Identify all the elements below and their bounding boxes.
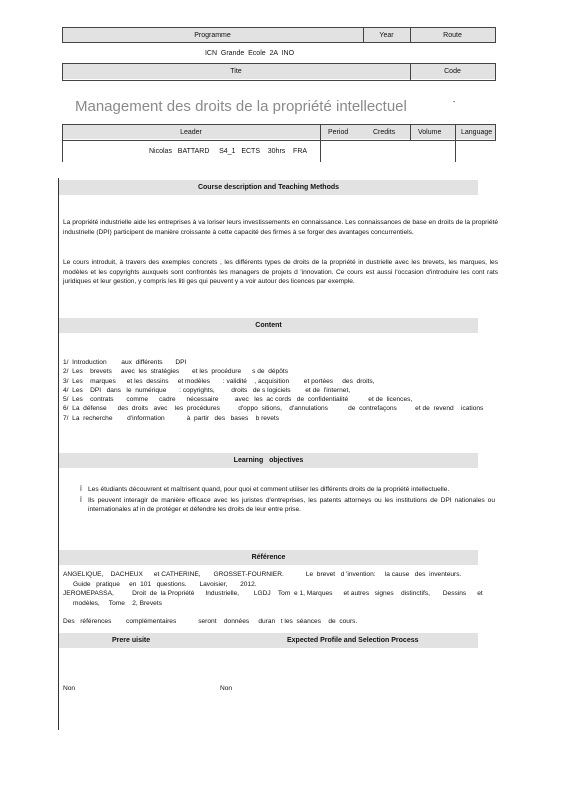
profile-value: Non [220,685,233,692]
programme-value: ICN Grande Ecole 2A INO [204,50,295,57]
reference-line: modèles, Tome 2, Brevets [73,599,162,607]
list-item: 5/ Les contrats comme cadre nécessaire avec les ac cords de confidentialité et de licences, [63,396,413,404]
objective-text: Les étudiants découvrent et maîtrisent quand, pour quoi et comment utiliser les différents droits de la propriété intellectuelle. [88,486,450,493]
reference-line: JEROMEPASSA, Droit de la Propriété Industrielle, LGDJ Tom e 1, Marques et autres signes distinctifs, Dessins et [63,590,483,597]
reference-line: ANGELIQUE, DACHEUX et CATHERINE, GROSSET-FOURNIER. Le brevet d 'invention: la cause des inventeurs. [63,571,462,578]
language-label: Language [461,129,493,136]
list-item: 1/ Introduction aux différents DPI [63,359,187,366]
bullet-icon: Ï [80,496,82,504]
content-list [63,358,493,423]
list-item: 7/ La recherche d'information à partir des bases b revets [63,414,280,422]
credits-label: Credits [373,129,396,136]
objectives-list [80,485,495,515]
reference-title: Référence [251,554,286,561]
period-label: Period [328,129,349,136]
profile-title: Expected Profile and Selection Process [287,637,419,644]
list-item [80,496,495,515]
programme-label: Programme [194,32,231,39]
list-item: 2/ Les brevets avec les stratégies et les procédure s de dépôts [63,368,289,376]
bullet-icon: Ï [80,486,82,493]
objectives-title: Learning objectives [233,457,304,464]
list-item: 4/ Les DPI dans le numérique : copyrights, droits de s logiciels et de l'internet, [63,386,351,394]
list-item: 3/ Les marques et les dessins et modèles : validité , acquisition et portées des droits, [63,377,375,385]
volume-label: Volume [418,129,442,136]
route-label: Route [443,32,462,39]
code-value: - [453,99,456,106]
objective-text: Ils peuvent interagir de manière efficace avec les juristes d'entreprises, les patents attorneys ou les institutions de DPI nationales ou internationales af in de protéger et défendre les droits de leur entre prise. [88,496,495,513]
leader-value: Nicolas BATTARD S4_1 ECTS 30hrs FRA [149,148,308,155]
description-paragraph-2: Le cours introduit, à travers des exemples concrets , les différents types de droits de la propriété in dustrielle avec les brevets, les marques, les modèles et les copyrights auxquels sont confrontés les managers de projets d 'innovation. Ce cours est aussi l'occasion d'introduire les cont rats juridiques et leur gestion, y compris les liti ges qui peuvent y a voir autour des licences par exemple. [63,259,498,285]
code-label: Code [444,68,461,75]
prerequisite-title: Prere uisite [112,637,151,644]
title-label: Tite [230,68,242,75]
reference-note: Des références complémentaires seront données duran t les séances de cours. [63,618,358,625]
list-item: 6/ La défense des droits avec les procédures d'oppo sitions, d'annulations de contrefaçons et de revend ications [63,405,484,413]
content-title: Content [255,322,282,329]
reference-list [63,570,498,627]
list-item [80,485,495,495]
year-label: Year [379,32,394,39]
reference-line: Guide pratique en 101 questions. Lavoisier, 2012. [73,580,257,588]
leader-label: Leader [180,129,202,136]
prerequisite-value: Non [63,685,76,692]
course-description-title: Course description and Teaching Methods [197,184,340,191]
description-paragraph-1: La propriété industrielle aide les entreprises à va loriser leurs investissements en connaissance. Les connaissances de base en droits de la propriété industrielle (DPI) participent de manière croissante à cette capacité des firmes à se forger des avantages concurrentiels. [63,219,498,236]
course-title: Management des droits de la propriété intellectuel [75,98,407,115]
